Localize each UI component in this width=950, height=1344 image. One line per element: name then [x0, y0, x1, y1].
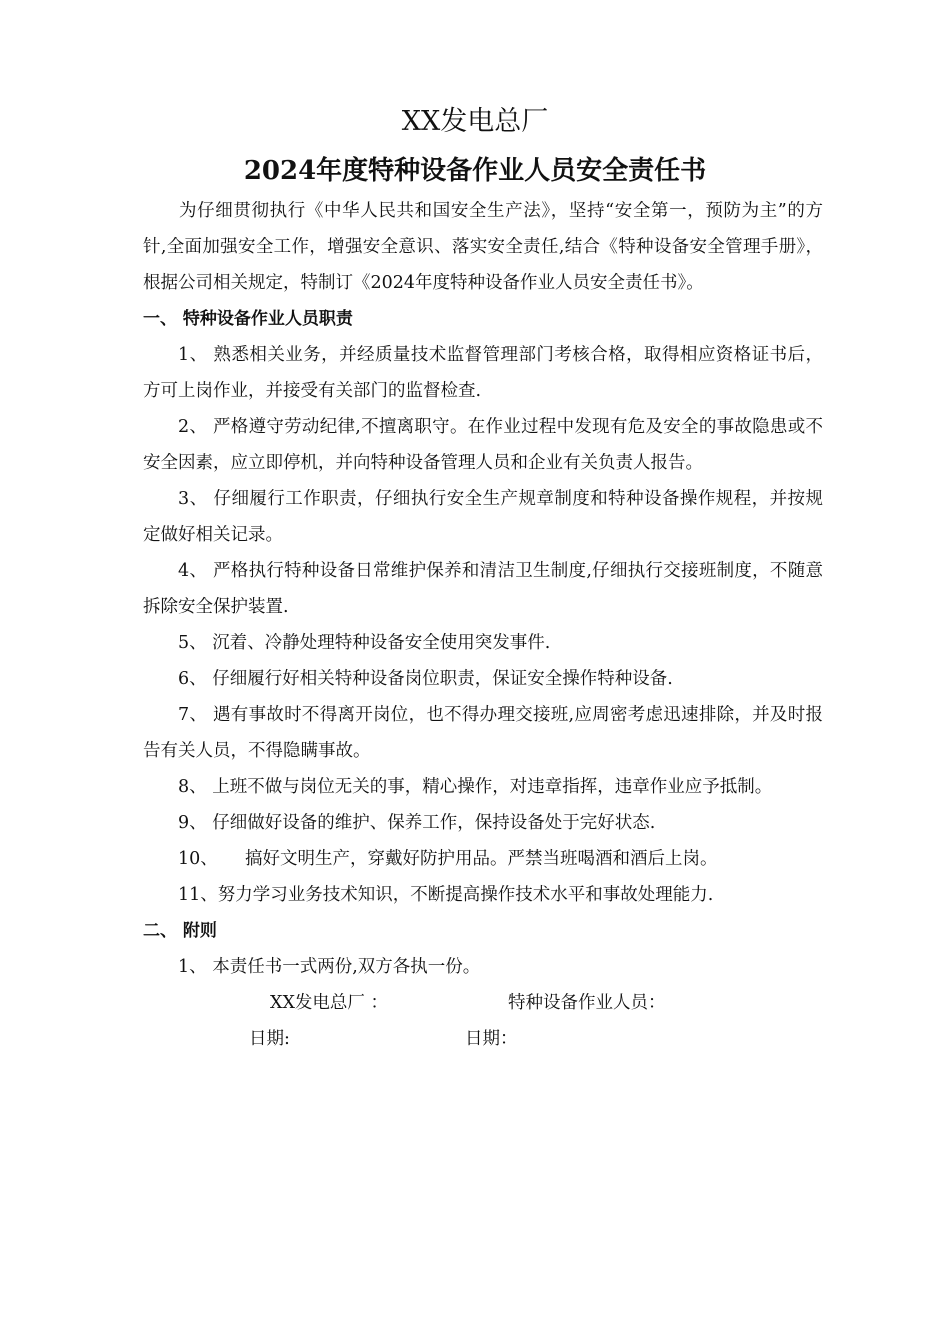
item-text: 仔细履行好相关特种设备岗位职责，保证安全操作特种设备.: [212, 669, 673, 689]
duty-item: [143, 769, 823, 805]
duty-item: [143, 661, 823, 697]
item-number: 5、: [178, 633, 207, 653]
item-text: 遇有事故时不得离开岗位，也不得办理交接班,应周密考虑迅速排除，并及时报告有关人员，不得隐瞒事故。: [143, 705, 823, 761]
duty-item: [143, 481, 823, 553]
item-number: 10、: [178, 849, 218, 869]
duty-item: [143, 805, 823, 841]
date-party-b: 日期：: [465, 1029, 518, 1049]
signature-row: [143, 985, 823, 1021]
item-text: 搞好文明生产，穿戴好防护用品。严禁当班喝酒和酒后上岗。: [245, 849, 718, 869]
date-row: [143, 1021, 823, 1057]
item-text: 上班不做与岗位无关的事，精心操作，对违章指挥，违章作业应予抵制。: [212, 777, 773, 797]
signature-party-b: 特种设备作业人员：: [508, 993, 666, 1013]
duty-item: [143, 841, 823, 877]
item-text: 沉着、冷静处理特种设备安全使用突发事件.: [212, 633, 551, 653]
duty-item: [143, 409, 823, 481]
org-name: XX发电总厂: [401, 106, 549, 137]
item-number: 1、: [178, 345, 208, 365]
item-number: 8、: [178, 777, 207, 797]
item-text: 严格遵守劳动纪律,不擅离职守。在作业过程中发现有危及安全的事故隐患或不安全因素，应立即停机，并向特种设备管理人员和企业有关负责人报告。: [143, 417, 823, 473]
item-text: 熟悉相关业务，并经质量技术监督管理部门考核合格，取得相应资格证书后，方可上岗作业，并接受有关部门的监督检查.: [143, 345, 823, 401]
duty-item: [143, 697, 823, 769]
item-number: 3、: [178, 489, 208, 509]
section-heading-duties: 一、 特种设备作业人员职责: [143, 309, 353, 329]
item-text: 努力学习业务技术知识，不断提高操作技术水平和事故处理能力.: [217, 885, 714, 905]
section-heading-appendix: 二、 附则: [143, 921, 217, 941]
item-number: 6、: [178, 669, 207, 689]
document-title: 2024年度特种设备作业人员安全责任书: [243, 156, 707, 186]
duty-item: [143, 877, 823, 913]
item-number: 9、: [178, 813, 207, 833]
item-number: 2、: [178, 417, 208, 437]
item-number: 7、: [178, 705, 208, 725]
item-number: 11、: [178, 885, 218, 905]
date-party-a: 日期:: [249, 1029, 290, 1049]
item-number: 1、: [178, 957, 207, 977]
intro-paragraph: 为仔细贯彻执行《中华人民共和国安全生产法》，坚持“安全第一，预防为主”的方针,全面加强安全工作，增强安全意识、落实安全责任,结合《特种设备安全管理手册》，根据公司相关规定，特制订《2024年度特种设备作业人员安全责任书》。: [143, 201, 823, 293]
item-text: 仔细履行工作职责，仔细执行安全生产规章制度和特种设备操作规程，并按规定做好相关记录。: [143, 489, 823, 545]
document-body: [143, 193, 823, 1057]
item-text: 本责任书一式两份,双方各执一份。: [212, 957, 481, 977]
item-number: 4、: [178, 561, 208, 581]
item-text: 严格执行特种设备日常维护保养和清洁卫生制度,仔细执行交接班制度，不随意拆除安全保护装置.: [143, 561, 823, 617]
appendix-item: [143, 949, 823, 985]
item-text: 仔细做好设备的维护、保养工作，保持设备处于完好状态.: [212, 813, 656, 833]
duty-item: [143, 337, 823, 409]
signature-party-a: XX发电总厂 ：: [270, 993, 388, 1013]
duty-item: [143, 553, 823, 625]
duty-item: [143, 625, 823, 661]
